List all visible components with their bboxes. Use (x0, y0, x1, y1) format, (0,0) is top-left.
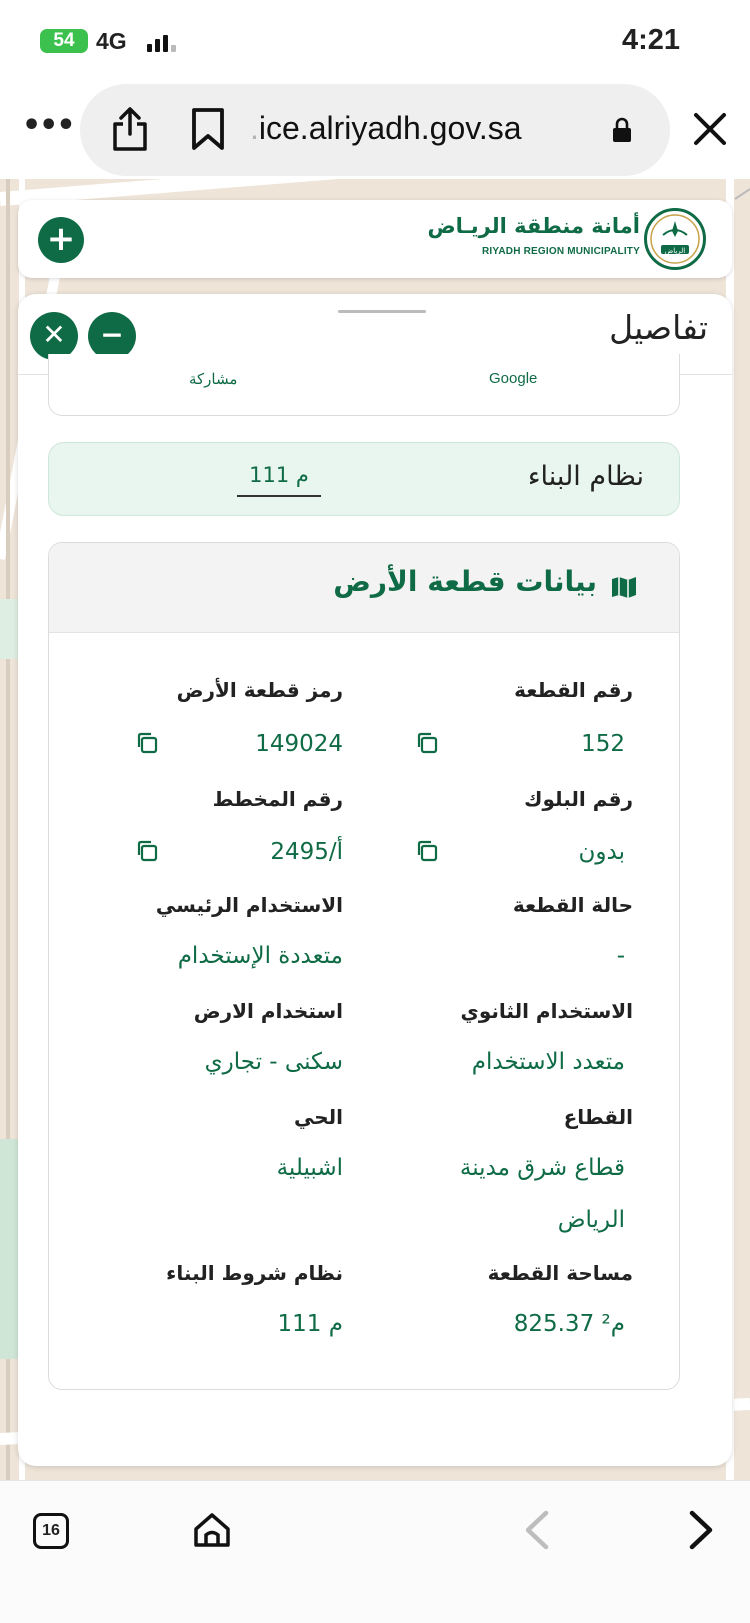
sector-value-line2: الرياض (557, 1207, 625, 1233)
secondary-use-value: متعدد الاستخدام (471, 1049, 625, 1075)
details-panel (18, 294, 732, 1466)
logo-arabic: أمانة منطقة الريـاض (427, 214, 640, 238)
lock-icon (612, 116, 632, 144)
links-card (48, 354, 680, 416)
browser-bottom-bar (0, 1480, 750, 1623)
home-icon[interactable] (192, 1509, 232, 1549)
building-system-label: نظام البناء (527, 461, 644, 492)
land-code-value: 149024 (255, 731, 343, 757)
back-icon[interactable] (518, 1507, 558, 1553)
drag-handle[interactable] (338, 310, 426, 313)
map-icon (611, 576, 637, 598)
copy-icon[interactable] (415, 839, 439, 863)
zoom-in-button[interactable]: + (38, 217, 84, 263)
url-text[interactable]: .ice.alriyadh.gov.sa (250, 110, 522, 146)
secondary-use-label: الاستخدام الثانوي (460, 999, 633, 1023)
share-link[interactable]: مشاركة (189, 371, 238, 388)
land-info-card (48, 542, 680, 1390)
copy-icon[interactable] (415, 731, 439, 755)
google-maps-link[interactable]: Google (489, 370, 538, 387)
building-system-select[interactable]: م 111 (237, 463, 321, 497)
network-type: 4G (96, 28, 127, 54)
block-number-value: بدون (578, 839, 625, 865)
close-tab-icon[interactable] (690, 106, 730, 152)
browser-toolbar (0, 84, 750, 179)
battery-indicator: 54 (40, 29, 88, 53)
more-icon[interactable]: ••• (22, 108, 74, 143)
district-value: اشبيلية (276, 1155, 343, 1181)
panel-title: تفاصيل (609, 308, 708, 347)
land-code-label: رمز قطعة الأرض (176, 678, 343, 702)
building-system-box (48, 442, 680, 516)
minimize-panel-button[interactable]: − (88, 312, 136, 360)
close-panel-button[interactable]: ✕ (30, 312, 78, 360)
sector-label: القطاع (563, 1105, 633, 1129)
sector-value-line1: قطاع شرق مدينة (459, 1155, 625, 1181)
land-use-value: سكنى - تجاري (204, 1049, 343, 1075)
main-use-value: متعددة الإستخدام (177, 943, 343, 969)
site-header (18, 200, 732, 278)
land-use-label: استخدام الارض (193, 999, 343, 1023)
bookmark-icon[interactable] (190, 106, 226, 152)
plot-number-label: رقم القطعة (514, 678, 633, 702)
plan-number-label: رقم المخطط (212, 787, 343, 811)
building-conditions-value: م 111 (277, 1311, 343, 1337)
plot-status-value: - (616, 943, 625, 969)
copy-icon[interactable] (135, 839, 159, 863)
block-number-label: رقم البلوك (524, 787, 633, 811)
plot-status-label: حالة القطعة (512, 893, 633, 917)
status-bar (0, 0, 750, 84)
copy-icon[interactable] (135, 731, 159, 755)
share-icon[interactable] (110, 106, 150, 152)
building-conditions-label: نظام شروط البناء (166, 1261, 343, 1285)
forward-icon[interactable] (680, 1507, 720, 1553)
signal-icon (147, 32, 177, 52)
plot-area-label: مساحة القطعة (487, 1261, 633, 1285)
logo-english: RIYADH REGION MUNICIPALITY (482, 246, 640, 257)
district-label: الحي (293, 1105, 343, 1129)
clock: 4:21 (621, 24, 680, 56)
plot-area-value: 825.37 م² (513, 1311, 625, 1337)
plot-number-value: 152 (581, 731, 625, 757)
land-info-title: بيانات قطعة الأرض (333, 565, 597, 598)
main-use-label: الاستخدام الرئيسي (155, 893, 343, 917)
municipality-logo (644, 208, 706, 270)
address-bar[interactable] (80, 84, 670, 176)
svg-text:الرياض: الرياض (664, 247, 686, 255)
tabs-button[interactable]: 16 (33, 1513, 69, 1549)
land-info-header (49, 543, 680, 633)
plan-number-value: 2495/أ (270, 839, 343, 865)
